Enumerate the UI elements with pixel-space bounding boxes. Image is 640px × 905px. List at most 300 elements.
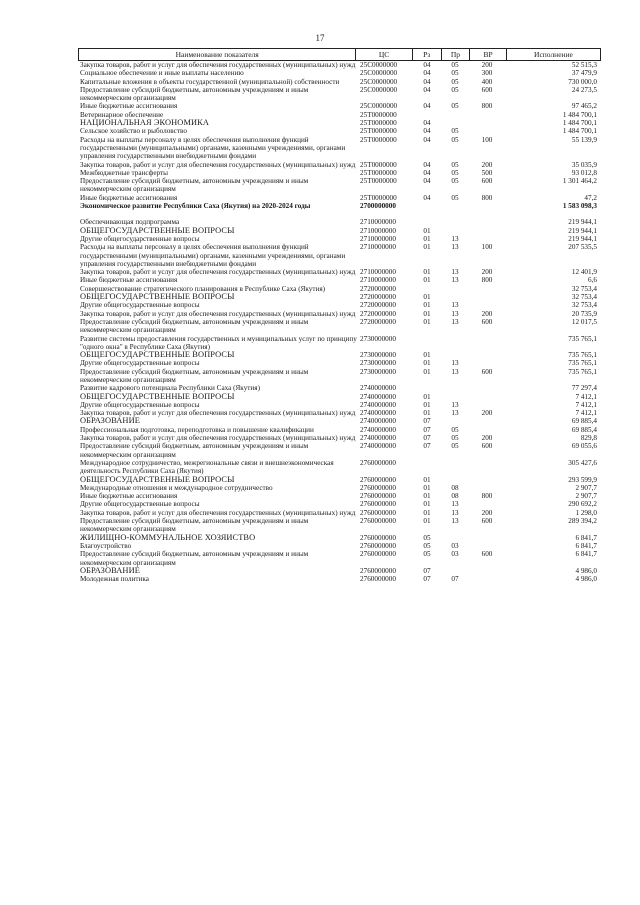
cell-name: Развитие кадрового потенциала Республики Саха (Якутия) xyxy=(80,384,260,393)
cell-vr xyxy=(469,426,505,434)
cell-cs: 2740000000 xyxy=(360,384,396,393)
cell-pr xyxy=(441,227,469,235)
cell-vr: 400 xyxy=(481,77,493,86)
column-header-rz: Рз xyxy=(413,49,442,60)
cell-vr xyxy=(469,293,505,301)
cell-pr: 13 xyxy=(451,268,459,277)
cell-value: 6 841,7 xyxy=(575,550,597,559)
cell-value: 77 297,4 xyxy=(571,384,597,393)
cell-rz: 04 xyxy=(423,61,431,69)
cell-rz: 01 xyxy=(423,234,431,243)
cell-value: 32 753,4 xyxy=(571,293,597,302)
table-row xyxy=(78,243,601,268)
cell-pr xyxy=(441,351,469,359)
table-header xyxy=(78,48,601,61)
cell-rz: 01 xyxy=(423,475,431,484)
cell-pr: 13 xyxy=(451,317,459,326)
cell-pr: 05 xyxy=(451,177,459,186)
cell-rz: 04 xyxy=(423,177,431,186)
cell-value: 4 986,0 xyxy=(575,575,597,584)
cell-cs: 2760000000 xyxy=(360,475,396,484)
table-row xyxy=(78,177,601,194)
table-row xyxy=(78,384,601,392)
table-row xyxy=(78,401,601,409)
cell-cs: 2760000000 xyxy=(360,483,396,492)
cell-value: 1 298,0 xyxy=(575,508,597,517)
page-number: 17 xyxy=(315,33,325,43)
cell-value: 4 986,0 xyxy=(575,566,597,575)
cell-cs: 2720000000 xyxy=(360,293,396,302)
table-row xyxy=(78,293,601,301)
cell-cs: 25С0000000 xyxy=(360,77,398,86)
cell-value: 207 535,5 xyxy=(568,243,597,252)
cell-rz: 01 xyxy=(423,400,431,409)
table-row xyxy=(78,161,601,169)
cell-value: 219 944,1 xyxy=(568,234,597,243)
cell-rz: 01 xyxy=(423,317,431,326)
cell-vr: 100 xyxy=(481,135,493,144)
cell-value: 1 484 700,1 xyxy=(562,127,597,136)
table-row xyxy=(78,575,601,583)
cell-pr: 05 xyxy=(451,77,459,86)
cell-value: 6,6 xyxy=(588,276,597,285)
table-row xyxy=(78,268,601,276)
cell-pr: 13 xyxy=(451,243,459,252)
cell-pr: 13 xyxy=(451,500,459,509)
cell-pr: 05 xyxy=(451,168,459,177)
table-row xyxy=(78,459,601,476)
cell-cs: 25Т0000000 xyxy=(360,135,397,144)
cell-value: 52 515,3 xyxy=(571,61,597,69)
cell-name: Закупка товаров, работ и услуг для обеспечения государственных (муниципальных) нужд xyxy=(80,434,356,443)
cell-rz: 04 xyxy=(423,119,431,128)
cell-name: Межбюджетные трансферты xyxy=(80,168,168,177)
table-row xyxy=(78,218,601,226)
cell-name: ОБЩЕГОСУДАРСТВЕННЫЕ ВОПРОСЫ xyxy=(80,293,235,302)
cell-pr: 05 xyxy=(451,61,459,69)
cell-rz xyxy=(413,335,441,352)
cell-value: 6 841,7 xyxy=(575,533,597,542)
cell-pr: 13 xyxy=(451,367,459,376)
table-row xyxy=(78,550,601,567)
cell-rz: 07 xyxy=(423,434,431,443)
cell-value: 47,2 xyxy=(584,193,597,202)
cell-name: Другие общегосударственные вопросы xyxy=(80,359,200,368)
cell-vr xyxy=(469,218,505,226)
cell-name: ОБЩЕГОСУДАРСТВЕННЫЕ ВОПРОСЫ xyxy=(80,392,235,401)
cell-rz: 04 xyxy=(423,168,431,177)
cell-rz: 01 xyxy=(423,483,431,492)
cell-cs: 2760000000 xyxy=(360,517,396,526)
cell-pr xyxy=(441,202,469,210)
table-row xyxy=(78,426,601,434)
cell-vr xyxy=(469,393,505,401)
cell-pr: 05 xyxy=(451,193,459,202)
cell-vr xyxy=(469,285,505,293)
cell-rz: 07 xyxy=(423,425,431,434)
cell-vr: 600 xyxy=(481,442,493,451)
column-header-value: Исполнение xyxy=(534,50,573,59)
cell-value: 69 055,6 xyxy=(571,442,597,451)
cell-name: ЖИЛИЩНО-КОММУНАЛЬНОЕ ХОЗЯЙСТВО xyxy=(80,533,256,542)
table-row xyxy=(78,210,601,218)
cell-name: ОБРАЗОВАНИЕ xyxy=(80,417,140,426)
cell-name: Благоустройство xyxy=(80,541,132,550)
cell-cs: 2740000000 xyxy=(360,425,396,434)
table-row xyxy=(78,534,601,542)
cell-value: 7 412,1 xyxy=(575,409,597,418)
table-row xyxy=(78,359,601,367)
cell-pr: 13 xyxy=(451,409,459,418)
cell-pr xyxy=(441,384,469,392)
cell-pr xyxy=(441,218,469,226)
cell-rz: 01 xyxy=(423,492,431,501)
cell-pr: 05 xyxy=(451,102,459,111)
table-row xyxy=(78,476,601,484)
cell-cs: 25С0000000 xyxy=(360,102,398,111)
cell-value: 32 753,4 xyxy=(571,284,597,293)
cell-vr xyxy=(469,476,505,484)
table-row xyxy=(78,409,601,417)
cell-vr: 100 xyxy=(481,243,493,252)
cell-pr xyxy=(441,285,469,293)
cell-name: Закупка товаров, работ и услуг для обеспечения государственных (муниципальных) нужд xyxy=(80,160,356,169)
table-row xyxy=(78,119,601,127)
cell-vr: 600 xyxy=(481,550,493,559)
cell-rz: 04 xyxy=(423,193,431,202)
cell-name: Предоставление субсидий бюджетным, автономным учреждениям и иным некоммерческим организациям xyxy=(80,442,309,459)
cell-pr: 05 xyxy=(451,160,459,169)
cell-pr: 05 xyxy=(451,425,459,434)
cell-name: Расходы на выплаты персоналу в целях обеспечения выполнения функций государственными (муниципальными) органами, казенными учреждениями, органами управления государственными внебюджетными фондами xyxy=(80,135,346,161)
table-row xyxy=(78,310,601,318)
cell-rz: 01 xyxy=(423,226,431,235)
cell-name: Другие общегосударственные вопросы xyxy=(80,234,200,243)
cell-pr: 13 xyxy=(451,517,459,526)
cell-pr xyxy=(441,119,469,127)
cell-value: 35 035,9 xyxy=(571,160,597,169)
cell-rz: 01 xyxy=(423,500,431,509)
cell-name: Другие общегосударственные вопросы xyxy=(80,500,200,509)
cell-cs: 2720000000 xyxy=(360,309,396,318)
cell-vr: 800 xyxy=(481,276,493,285)
cell-vr xyxy=(469,575,505,583)
table-row xyxy=(78,417,601,425)
cell-rz: 04 xyxy=(423,102,431,111)
cell-vr xyxy=(469,202,505,210)
cell-name: Совершенствование стратегического планирования в Республике Саха (Якутия) xyxy=(80,284,326,293)
cell-vr xyxy=(469,567,505,575)
cell-vr xyxy=(469,459,505,476)
cell-vr: 200 xyxy=(481,160,493,169)
cell-rz xyxy=(413,202,441,210)
cell-vr xyxy=(469,484,505,492)
cell-rz: 04 xyxy=(423,85,431,94)
table-row xyxy=(78,169,601,177)
table-row xyxy=(78,235,601,243)
cell-value: 735 765,1 xyxy=(568,367,597,376)
table-row xyxy=(78,285,601,293)
cell-name: ОБЩЕГОСУДАРСТВЕННЫЕ ВОПРОСЫ xyxy=(80,351,235,360)
cell-value: 219 944,1 xyxy=(568,226,597,235)
cell-name: Иные бюджетные ассигнования xyxy=(80,193,178,202)
cell-vr xyxy=(469,359,505,367)
cell-pr: 08 xyxy=(451,483,459,492)
cell-value: 37 479,9 xyxy=(571,69,597,78)
cell-vr xyxy=(469,500,505,508)
cell-name: Предоставление субсидий бюджетным, автономным учреждениям и иным некоммерческим организациям xyxy=(80,367,309,384)
cell-name: Социальное обеспечение и иные выплаты населению xyxy=(80,69,244,78)
table-row xyxy=(78,484,601,492)
cell-vr xyxy=(469,384,505,392)
cell-cs: 2760000000 xyxy=(360,575,396,584)
cell-vr xyxy=(469,534,505,542)
cell-cs: 2740000000 xyxy=(360,392,396,401)
cell-value: 305 427,6 xyxy=(568,458,597,467)
cell-rz: 07 xyxy=(423,566,431,575)
cell-value: 93 012,8 xyxy=(571,168,597,177)
cell-pr: 05 xyxy=(451,127,459,136)
table-row xyxy=(78,86,601,103)
cell-value: 7 412,1 xyxy=(575,392,597,401)
cell-cs: 2710000000 xyxy=(360,226,396,235)
cell-rz xyxy=(413,384,441,392)
cell-vr: 200 xyxy=(481,309,493,318)
column-header-pr: Пр xyxy=(442,49,471,60)
column-header-vr: ВР xyxy=(470,49,507,60)
cell-name: Международное сотрудничество, межрегиональные связи и внешнеэкономическая деятельность Республики Саха (Якутия) xyxy=(80,458,334,476)
cell-cs: 25Т0000000 xyxy=(360,127,397,136)
cell-rz: 01 xyxy=(423,517,431,526)
cell-pr: 05 xyxy=(451,442,459,451)
cell-value: 32 753,4 xyxy=(571,301,597,310)
cell-cs: 25С0000000 xyxy=(360,69,398,78)
cell-vr: 200 xyxy=(481,434,493,443)
cell-pr: 05 xyxy=(451,135,459,144)
cell-pr: 13 xyxy=(451,234,459,243)
cell-vr: 600 xyxy=(481,517,493,526)
cell-cs: 25Т0000000 xyxy=(360,119,397,128)
cell-name: Другие общегосударственные вопросы xyxy=(80,400,200,409)
cell-name: Другие общегосударственные вопросы xyxy=(80,301,200,310)
cell-name: Иные бюджетные ассигнования xyxy=(80,276,178,285)
cell-pr xyxy=(441,534,469,542)
cell-vr xyxy=(469,227,505,235)
cell-pr: 03 xyxy=(451,541,459,550)
cell-vr: 600 xyxy=(481,85,493,94)
cell-cs: 2760000000 xyxy=(360,492,396,501)
cell-rz: 07 xyxy=(423,575,431,584)
cell-vr xyxy=(469,542,505,550)
cell-name: Закупка товаров, работ и услуг для обеспечения государственных (муниципальных) нужд xyxy=(80,508,356,517)
cell-vr xyxy=(469,119,505,127)
cell-name: ОБЩЕГОСУДАРСТВЕННЫЕ ВОПРОСЫ xyxy=(80,226,235,235)
cell-cs: 2710000000 xyxy=(360,243,396,252)
cell-cs: 2760000000 xyxy=(360,458,396,467)
column-header-name: Наименование показателя xyxy=(79,49,356,60)
table-row xyxy=(78,509,601,517)
cell-cs: 25Т0000000 xyxy=(360,168,397,177)
cell-rz xyxy=(413,459,441,476)
cell-cs: 2730000000 xyxy=(360,359,396,368)
cell-value: 2 907,7 xyxy=(575,492,597,501)
cell-rz: 01 xyxy=(423,293,431,302)
cell-cs: 2760000000 xyxy=(360,541,396,550)
cell-value: 1 583 098,3 xyxy=(562,202,597,211)
cell-cs: 2720000000 xyxy=(360,301,396,310)
cell-pr: 13 xyxy=(451,359,459,368)
cell-value: 20 735,9 xyxy=(571,309,597,318)
table-row xyxy=(78,111,601,119)
cell-vr xyxy=(469,235,505,243)
cell-value: 97 465,2 xyxy=(571,102,597,111)
cell-name: Предоставление субсидий бюджетным, автономным учреждениям и иным некоммерческим организациям xyxy=(80,177,309,194)
table-row xyxy=(78,335,601,352)
cell-rz: 01 xyxy=(423,359,431,368)
cell-cs: 25Т0000000 xyxy=(360,160,397,169)
cell-rz: 01 xyxy=(423,409,431,418)
table-row xyxy=(78,500,601,508)
cell-rz xyxy=(413,285,441,293)
cell-cs: 2760000000 xyxy=(360,550,396,559)
cell-value: 1 301 464,2 xyxy=(562,177,597,186)
cell-name: Предоставление субсидий бюджетным, автономным учреждениям и иным некоммерческим организациям xyxy=(80,317,309,335)
cell-cs: 25Т0000000 xyxy=(360,193,397,202)
cell-rz: 04 xyxy=(423,135,431,144)
cell-vr xyxy=(469,335,505,352)
cell-name: Молодежная политика xyxy=(80,575,149,584)
cell-value: 735 765,1 xyxy=(568,359,597,368)
cell-rz xyxy=(413,111,441,119)
cell-cs: 2710000000 xyxy=(360,234,396,243)
cell-name: Закупка товаров, работ и услуг для обеспечения государственных (муниципальных) нужд xyxy=(80,61,356,69)
cell-name: Закупка товаров, работ и услуг для обеспечения государственных (муниципальных) нужд xyxy=(80,268,356,277)
cell-vr: 300 xyxy=(481,69,493,78)
table-body xyxy=(78,61,601,583)
table-row xyxy=(78,194,601,202)
cell-name: Ветеринарное обеспечение xyxy=(80,110,164,119)
column-header-cs: ЦС xyxy=(356,49,412,60)
cell-rz: 01 xyxy=(423,367,431,376)
cell-vr: 800 xyxy=(481,193,493,202)
cell-cs: 2710000000 xyxy=(360,218,396,227)
cell-rz: 04 xyxy=(423,77,431,86)
cell-rz: 01 xyxy=(423,351,431,360)
cell-name: Обеспечивающая подпрограмма xyxy=(80,218,180,227)
cell-value: 730 000,0 xyxy=(568,77,597,86)
cell-vr: 200 xyxy=(481,409,493,418)
cell-rz: 01 xyxy=(423,276,431,285)
cell-pr: 13 xyxy=(451,400,459,409)
cell-pr: 05 xyxy=(451,85,459,94)
cell-name: Международные отношения и международное сотрудничество xyxy=(80,483,273,492)
cell-cs: 2730000000 xyxy=(360,351,396,360)
cell-vr: 200 xyxy=(481,268,493,277)
cell-pr: 13 xyxy=(451,301,459,310)
cell-value: 293 599,9 xyxy=(568,475,597,484)
cell-cs: 2710000000 xyxy=(360,268,396,277)
cell-pr xyxy=(441,459,469,476)
cell-pr xyxy=(441,111,469,119)
cell-name: Экономическое развитие Республики Саха (Якутия) на 2020-2024 годы xyxy=(80,202,311,211)
cell-pr: 05 xyxy=(451,434,459,443)
cell-value: 219 944,1 xyxy=(568,218,597,227)
cell-pr xyxy=(441,335,469,352)
table-row xyxy=(78,368,601,385)
cell-cs: 2710000000 xyxy=(360,276,396,285)
table-row xyxy=(78,517,601,534)
cell-pr xyxy=(441,393,469,401)
table-row xyxy=(78,102,601,110)
cell-vr: 600 xyxy=(481,177,493,186)
cell-cs: 2760000000 xyxy=(360,500,396,509)
table-row xyxy=(78,69,601,77)
cell-rz: 05 xyxy=(423,550,431,559)
budget-table xyxy=(78,48,601,583)
cell-name: Закупка товаров, работ и услуг для обеспечения государственных (муниципальных) нужд xyxy=(80,409,356,418)
cell-vr: 600 xyxy=(481,317,493,326)
cell-rz: 07 xyxy=(423,417,431,426)
cell-value: 1 484 700,1 xyxy=(562,119,597,128)
cell-cs: 2700000000 xyxy=(360,202,396,211)
cell-vr: 800 xyxy=(481,102,493,111)
cell-rz: 01 xyxy=(423,309,431,318)
cell-value: 1 484 700,1 xyxy=(562,110,597,119)
cell-value: 6 841,7 xyxy=(575,541,597,550)
cell-cs: 25С0000000 xyxy=(360,85,398,94)
cell-value: 2 907,7 xyxy=(575,483,597,492)
cell-name: Предоставление субсидий бюджетным, автономным учреждениям и иным некоммерческим организациям xyxy=(80,85,309,103)
table-row xyxy=(78,442,601,459)
cell-value: 69 885,4 xyxy=(571,425,597,434)
cell-rz: 01 xyxy=(423,268,431,277)
cell-name: Предоставление субсидий бюджетным, автономным учреждениям и иным некоммерческим организациям xyxy=(80,550,309,567)
cell-rz xyxy=(413,218,441,226)
cell-vr: 500 xyxy=(481,168,493,177)
table-row xyxy=(78,136,601,161)
cell-vr xyxy=(469,301,505,309)
cell-name: Расходы на выплаты персоналу в целях обеспечения выполнения функций государственными (муниципальными) органами, казенными учреждениями, органами управления государственными внебюджетными фондами xyxy=(80,243,346,268)
cell-cs: 2740000000 xyxy=(360,442,396,451)
table-row xyxy=(78,227,601,235)
cell-pr: 03 xyxy=(451,550,459,559)
table-row xyxy=(78,567,601,575)
cell-vr: 200 xyxy=(481,508,493,517)
cell-value: 829,8 xyxy=(580,434,597,443)
cell-cs: 2760000000 xyxy=(360,533,396,542)
cell-value: 12 401,9 xyxy=(571,268,597,277)
cell-value: 69 885,4 xyxy=(571,417,597,426)
cell-name: Иные бюджетные ассигнования xyxy=(80,492,178,501)
cell-value: 55 139,9 xyxy=(571,135,597,144)
cell-cs: 2730000000 xyxy=(360,334,396,343)
cell-name: Профессиональная подготовка, переподготовка и повышение квалификации xyxy=(80,425,314,434)
cell-vr xyxy=(469,127,505,135)
cell-cs: 2760000000 xyxy=(360,508,396,517)
cell-vr: 800 xyxy=(481,492,493,501)
cell-rz: 01 xyxy=(423,392,431,401)
cell-name: ОБЩЕГОСУДАРСТВЕННЫЕ ВОПРОСЫ xyxy=(80,475,235,484)
cell-pr: 13 xyxy=(451,309,459,318)
cell-name: Закупка товаров, работ и услуг для обеспечения государственных (муниципальных) нужд xyxy=(80,309,356,318)
cell-rz: 04 xyxy=(423,127,431,136)
table-row xyxy=(78,393,601,401)
cell-name: Развитие системы предоставления государственных и муниципальных услуг по принципу "одного окна" в Республике Саха (Якутия) xyxy=(80,334,357,351)
cell-value: 7 412,1 xyxy=(575,400,597,409)
cell-rz: 01 xyxy=(423,243,431,252)
cell-vr: 600 xyxy=(481,367,493,376)
cell-cs: 2760000000 xyxy=(360,566,396,575)
